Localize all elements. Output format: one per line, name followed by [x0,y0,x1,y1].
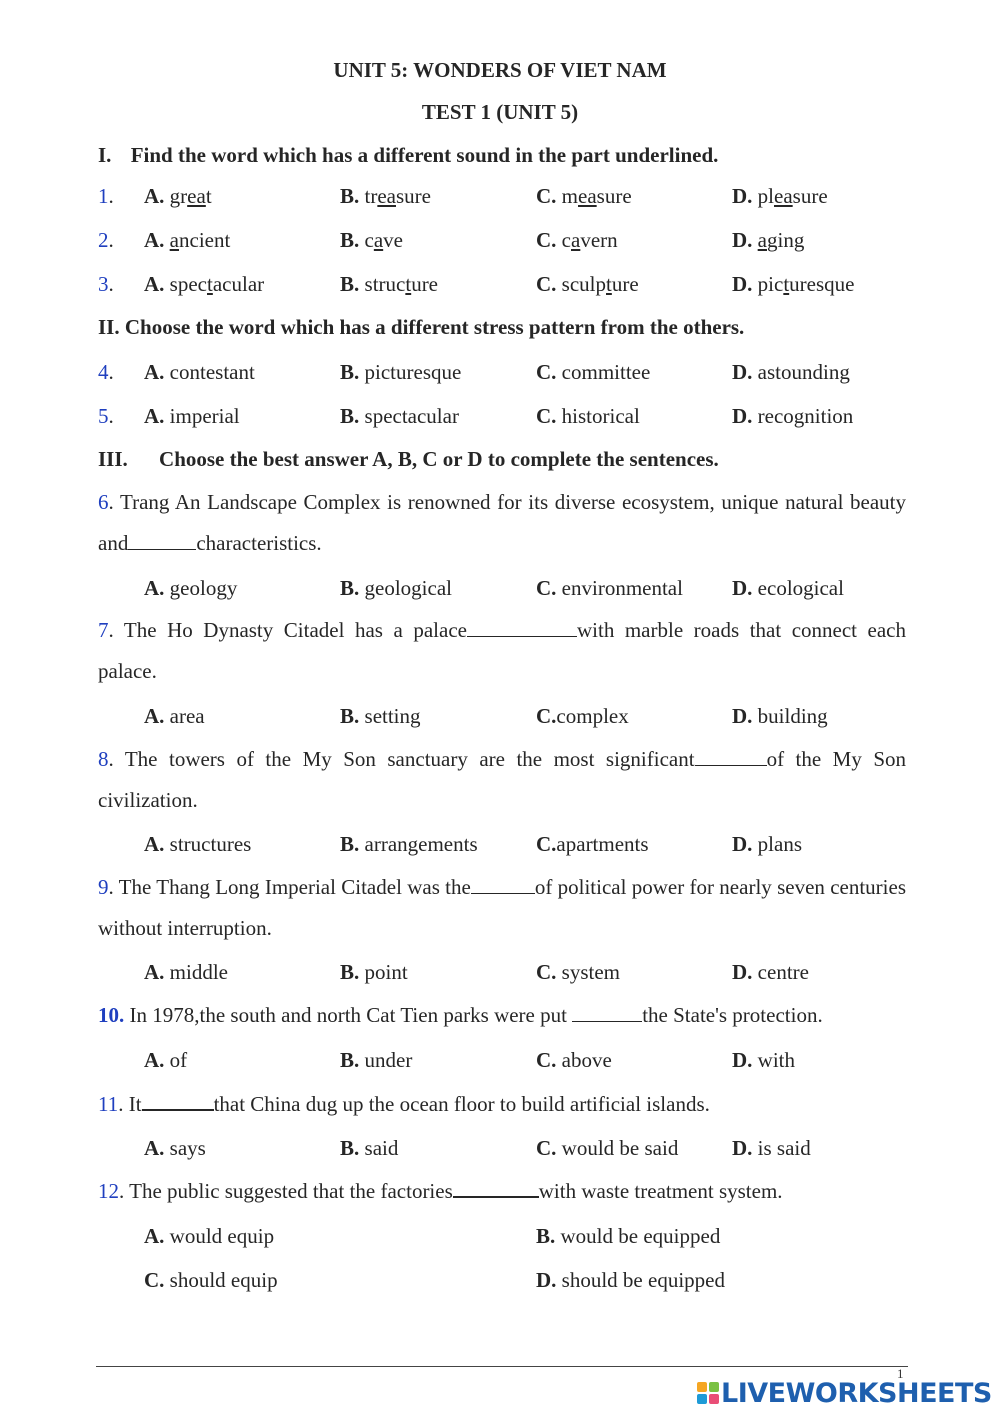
option-d[interactable]: D. astounding [732,360,850,384]
question-6-options [98,576,908,606]
option-b[interactable]: B. would be equipped [536,1224,721,1248]
section-text: Choose the best answer A, B, C or D to complete the sentences. [159,447,719,471]
option-d[interactable]: D. building [732,704,828,728]
question-11-options [98,1136,908,1166]
footer-divider [96,1366,908,1367]
option-c[interactable]: C. would be said [536,1136,679,1160]
option-d[interactable]: D. aging [732,228,805,252]
section-1-heading [98,143,718,168]
question-number: 1. [98,184,114,208]
option-a[interactable]: A. area [144,704,205,728]
option-c[interactable]: C. historical [536,404,640,428]
option-c[interactable]: C.complex [536,704,629,728]
option-b[interactable]: B. spectacular [340,404,459,428]
question-7-text: 7. The Ho Dynasty Citadel has a palace with marble roads that connect each palace. [98,618,907,683]
question-number: 2. [98,228,114,252]
question-12-options-row2 [98,1268,908,1298]
option-c[interactable]: C. system [536,960,621,984]
option-b[interactable]: B. picturesque [340,360,462,384]
option-d[interactable]: D. pleasure [732,184,828,208]
answer-blank[interactable] [471,876,535,894]
option-b[interactable]: B. arrangements [340,832,478,856]
question-10-options [98,1048,908,1078]
question-9-text: 9. The Thang Long Imperial Citadel was the of political power for nearly seven centuries without interruption. [98,875,906,940]
option-a[interactable]: A. imperial [144,404,240,428]
question-8-text: 8. The towers of the My Son sanctuary are the most significant of the My Son civilization. [98,747,907,812]
answer-blank[interactable] [695,748,767,766]
option-c[interactable]: C. sculpture [536,272,639,296]
option-a[interactable]: A. of [144,1048,188,1072]
unit-title: UNIT 5: WONDERS OF VIET NAM [333,58,667,82]
question-9-options [98,960,908,990]
question-number: 3. [98,272,114,296]
section-number: II. [98,315,120,339]
option-c[interactable]: C. committee [536,360,651,384]
option-a[interactable]: A. great [144,184,212,208]
option-b[interactable]: B. treasure [340,184,431,208]
option-a[interactable]: A. geology [144,576,238,600]
option-d[interactable]: D. with [732,1048,796,1072]
option-a[interactable]: A. says [144,1136,206,1160]
option-d[interactable]: D. is said [732,1136,811,1160]
option-c[interactable]: C. cavern [536,228,618,252]
option-b[interactable]: B. said [340,1136,399,1160]
option-b[interactable]: B. point [340,960,408,984]
option-a[interactable]: A. spectacular [144,272,265,296]
option-d[interactable]: D. should be equipped [536,1268,725,1292]
option-a[interactable]: A. contestant [144,360,255,384]
section-2-heading [98,315,744,340]
option-a[interactable]: A. middle [144,960,228,984]
option-a[interactable]: A. would equip [144,1224,275,1248]
option-d[interactable]: D. ecological [732,576,844,600]
logo-text: LIVEWORKSHEETS [721,1377,992,1409]
option-d[interactable]: D. plans [732,832,802,856]
question-2 [98,228,908,258]
option-c[interactable]: C. environmental [536,576,683,600]
question-number: 5. [98,404,114,428]
option-c[interactable]: C. above [536,1048,612,1072]
option-a[interactable]: A. structures [144,832,252,856]
section-number: I. [98,143,112,167]
liveworksheets-logo[interactable] [697,1378,992,1408]
question-6-text: 6. Trang An Landscape Complex is renowned for its diverse ecosystem, unique natural beauty and characteristics. [98,490,906,555]
option-b[interactable]: B. under [340,1048,413,1072]
section-text: Choose the word which has a different stress pattern from the others. [124,315,745,339]
option-d[interactable]: D. recognition [732,404,854,428]
option-a[interactable]: A. ancient [144,228,231,252]
option-b[interactable]: B. setting [340,704,421,728]
page-number: 1 [897,1366,904,1381]
question-11-text: 11. It that China dug up the ocean floor to build artificial islands. [98,1092,710,1116]
option-b[interactable]: B. geological [340,576,452,600]
liveworksheets-logo-icon [697,1382,719,1404]
section-number: III. [98,447,128,471]
question-12-options-row1 [98,1224,908,1254]
option-c[interactable]: C. measure [536,184,632,208]
section-text: Find the word which has a different sound in the part underlined. [130,143,719,167]
question-12-text: 12. The public suggested that the factories with waste treatment system. [98,1179,783,1203]
option-c[interactable]: C.apartments [536,832,649,856]
question-5 [98,404,908,434]
option-d[interactable]: D. picturesque [732,272,855,296]
question-10-text: 10. In 1978,the south and north Cat Tien parks were put the State's protection. [98,1003,823,1027]
answer-blank[interactable] [142,1092,214,1111]
question-3 [98,272,908,302]
option-d[interactable]: D. centre [732,960,809,984]
answer-blank[interactable] [453,1179,539,1198]
test-title: TEST 1 (UNIT 5) [421,100,579,124]
answer-blank[interactable] [572,1004,642,1022]
question-7-options [98,704,908,734]
question-1 [98,184,908,214]
section-3-heading [98,447,719,472]
option-c[interactable]: C. should equip [144,1268,278,1292]
question-4 [98,360,908,390]
option-b[interactable]: B. cave [340,228,403,252]
answer-blank[interactable] [467,619,577,637]
question-8-options [98,832,908,862]
question-number: 4. [98,360,114,384]
answer-blank[interactable] [128,532,196,550]
option-b[interactable]: B. structure [340,272,439,296]
